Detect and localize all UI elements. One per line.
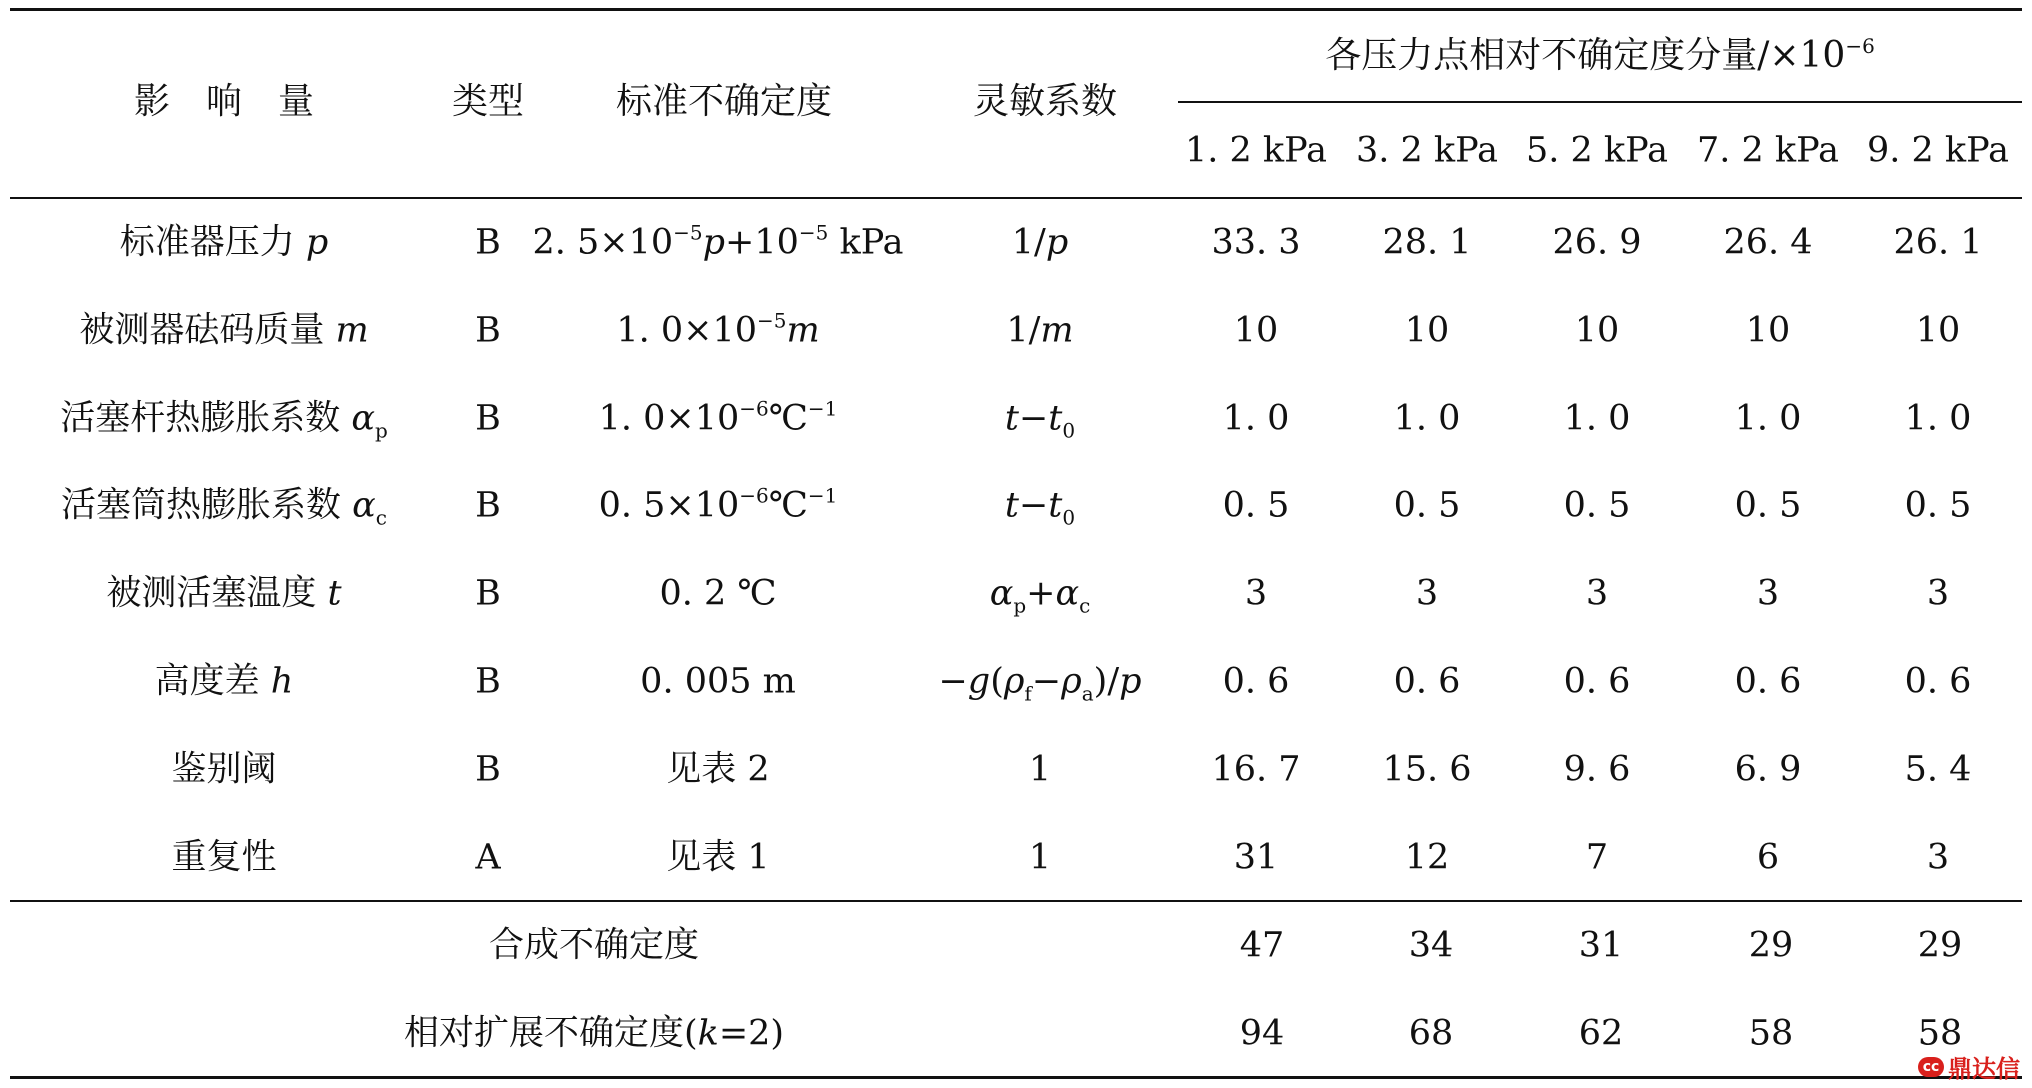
row-8-type: A — [475, 837, 501, 878]
summary-expanded-label: 相对扩展不确定度(k=2) — [403, 1013, 785, 1054]
summary-expanded-value-5: 58 — [1917, 1013, 1963, 1054]
row-6-sensitivity: $-g(\rho_f-\rho_a)/p$ — [938, 661, 1142, 706]
row-4-value-4: 0. 5 — [1734, 485, 1802, 526]
header-pressure-3: 5. 2 kPa — [1526, 130, 1668, 171]
row-8-value-4: 6 — [1756, 837, 1780, 878]
row-1-value-1: 33. 3 — [1211, 222, 1301, 263]
row-3-value-3: 1. 0 — [1563, 398, 1631, 439]
row-2-value-5: 10 — [1915, 310, 1961, 351]
table-bottom-rule — [10, 1076, 2022, 1079]
row-3-sensitivity: $t-t_0$ — [1004, 398, 1076, 443]
row-7-std: 见表 2 — [666, 749, 770, 790]
row-4-std: 0. $5\times 10^{-6}℃^{-1}$ — [598, 483, 838, 526]
row-7-value-1: 16. 7 — [1211, 749, 1301, 790]
table-top-rule — [10, 8, 2022, 11]
row-1-value-2: 28. 1 — [1382, 222, 1472, 263]
row-2-std: 1. $0\times 10^{-5}m$ — [616, 308, 820, 351]
row-3-factor: 活塞杆热膨胀系数 $\alpha_p$ — [60, 398, 388, 443]
row-8-factor: 重复性 — [171, 837, 277, 878]
row-1-value-5: 26. 1 — [1893, 222, 1983, 263]
row-7-value-4: 6. 9 — [1734, 749, 1802, 790]
row-1-type: B — [475, 222, 501, 263]
row-3-value-2: 1. 0 — [1393, 398, 1461, 439]
header-group-title: 各压力点相对不确定度分量$/\times 10^{-6}$ — [1325, 34, 1875, 76]
summary-combined-value-3: 31 — [1578, 925, 1624, 966]
header-sensitivity: 灵敏系数 — [972, 81, 1118, 122]
watermark-text: 鼎达信 — [1948, 1055, 2020, 1083]
row-3-value-4: 1. 0 — [1734, 398, 1802, 439]
header-pressure-5: 9. 2 kPa — [1867, 130, 2009, 171]
row-8-value-1: 31 — [1233, 837, 1279, 878]
row-6-type: B — [475, 661, 501, 702]
row-7-value-5: 5. 4 — [1904, 749, 1972, 790]
row-6-value-2: 0. 6 — [1393, 661, 1461, 702]
summary-combined-value-5: 29 — [1917, 925, 1963, 966]
summary-expanded-value-2: 68 — [1408, 1013, 1454, 1054]
row-6-value-1: 0. 6 — [1222, 661, 1290, 702]
row-8-value-5: 3 — [1926, 837, 1950, 878]
row-8-value-3: 7 — [1585, 837, 1609, 878]
row-6-value-4: 0. 6 — [1734, 661, 1802, 702]
row-5-value-5: 3 — [1926, 573, 1950, 614]
row-4-value-5: 0. 5 — [1904, 485, 1972, 526]
header-pressure-4: 7. 2 kPa — [1697, 130, 1839, 171]
watermark-logo — [1918, 1049, 2020, 1084]
row-3-type: B — [475, 398, 501, 439]
row-8-value-2: 12 — [1404, 837, 1450, 878]
row-4-value-3: 0. 5 — [1563, 485, 1631, 526]
summary-combined-value-4: 29 — [1748, 925, 1794, 966]
header-std-uncertainty: 标准不确定度 — [615, 81, 833, 122]
summary-top-rule — [10, 900, 2022, 902]
summary-combined-label: 合成不确定度 — [488, 925, 700, 966]
header-bottom-rule — [10, 197, 2022, 199]
summary-combined-value-1: 47 — [1239, 925, 1285, 966]
row-7-value-3: 9. 6 — [1563, 749, 1631, 790]
row-8-sensitivity: 1 — [1028, 837, 1052, 878]
header-factor: 影 响 量 — [133, 81, 315, 122]
summary-expanded-value-3: 62 — [1578, 1013, 1624, 1054]
row-2-value-3: 10 — [1574, 310, 1620, 351]
row-2-value-1: 10 — [1233, 310, 1279, 351]
row-5-value-4: 3 — [1756, 573, 1780, 614]
row-4-type: B — [475, 485, 501, 526]
row-5-value-1: 3 — [1244, 573, 1268, 614]
row-4-value-2: 0. 5 — [1393, 485, 1461, 526]
row-2-value-4: 10 — [1745, 310, 1791, 351]
header-type: 类型 — [451, 81, 525, 122]
summary-expanded-value-1: 94 — [1239, 1013, 1285, 1054]
row-3-std: 1. $0\times 10^{-6}℃^{-1}$ — [598, 396, 838, 439]
row-1-value-4: 26. 4 — [1723, 222, 1813, 263]
header-pressure-1: 1. 2 kPa — [1185, 130, 1327, 171]
logo-mark-icon: cc — [1918, 1057, 1944, 1077]
row-3-value-1: 1. 0 — [1222, 398, 1290, 439]
row-7-factor: 鉴别阈 — [171, 749, 277, 790]
row-2-value-2: 10 — [1404, 310, 1450, 351]
row-5-factor: 被测活塞温度 t — [106, 573, 342, 614]
row-2-type: B — [475, 310, 501, 351]
row-7-sensitivity: 1 — [1028, 749, 1052, 790]
row-2-factor: 被测器砝码质量 m — [79, 310, 369, 351]
summary-expanded-value-4: 58 — [1748, 1013, 1794, 1054]
row-5-value-2: 3 — [1415, 573, 1439, 614]
row-5-std: 0. 2 ℃ — [659, 573, 777, 614]
row-4-sensitivity: $t-t_0$ — [1004, 485, 1076, 530]
row-6-std: 0. 005 m — [640, 661, 796, 702]
row-4-factor: 活塞筒热膨胀系数 $\alpha_c$ — [61, 485, 387, 530]
row-2-sensitivity: 1/m — [1006, 310, 1074, 351]
summary-combined-value-2: 34 — [1408, 925, 1454, 966]
row-1-sensitivity: 1/p — [1011, 222, 1069, 263]
row-3-value-5: 1. 0 — [1904, 398, 1972, 439]
row-8-std: 见表 1 — [666, 837, 770, 878]
header-pressure-2: 3. 2 kPa — [1356, 130, 1498, 171]
header-group-rule — [1178, 101, 2022, 103]
row-6-value-3: 0. 6 — [1563, 661, 1631, 702]
row-1-factor: 标准器压力 p — [119, 222, 329, 263]
row-6-factor: 高度差 h — [154, 661, 294, 702]
row-5-type: B — [475, 573, 501, 614]
row-1-std: 2. $5\times 10^{-5}p+10^{-5}$ kPa — [532, 220, 904, 263]
row-1-value-3: 26. 9 — [1552, 222, 1642, 263]
row-5-value-3: 3 — [1585, 573, 1609, 614]
row-6-value-5: 0. 6 — [1904, 661, 1972, 702]
row-7-value-2: 15. 6 — [1382, 749, 1472, 790]
row-4-value-1: 0. 5 — [1222, 485, 1290, 526]
row-5-sensitivity: $\alpha_p+\alpha_c$ — [989, 573, 1091, 618]
row-7-type: B — [475, 749, 501, 790]
